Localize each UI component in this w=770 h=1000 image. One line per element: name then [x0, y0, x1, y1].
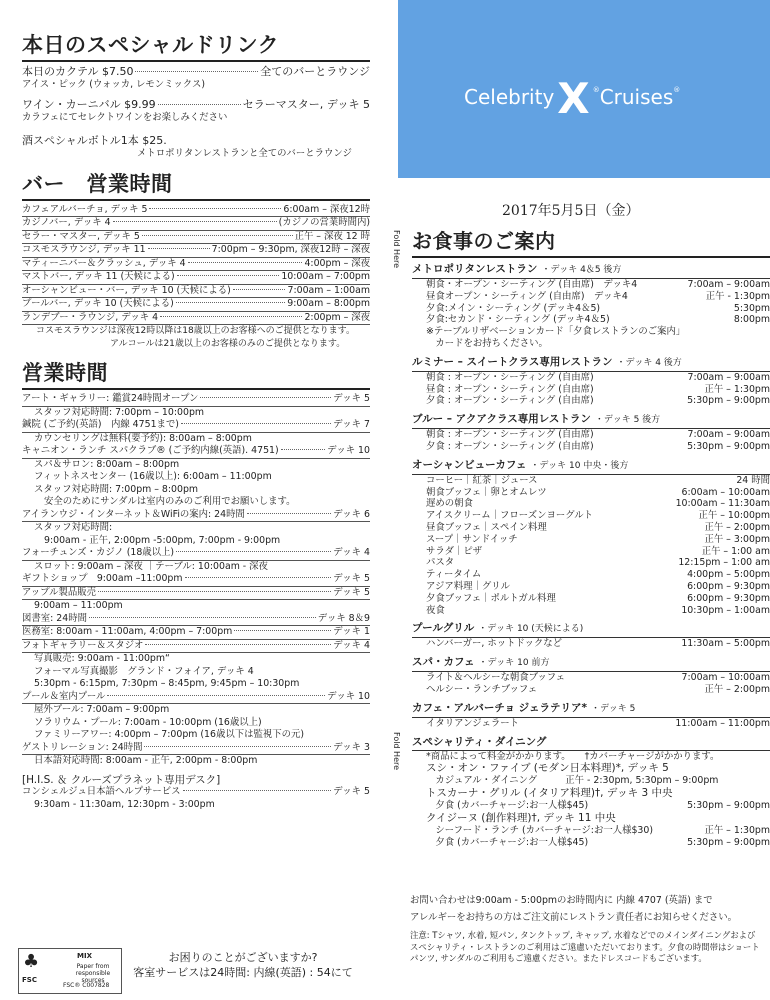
leader-dots — [142, 235, 293, 236]
menu-row — [412, 395, 770, 407]
bar-name: マティーニバー＆クラッシュ, デッキ 4 — [22, 257, 186, 269]
menu-item: サラダ｜ピザ — [426, 545, 483, 557]
menu-row — [412, 279, 770, 291]
facility-row — [22, 742, 370, 756]
facility-name: アート・ギャラリー: 鑑賞24時間オープン — [22, 393, 199, 404]
bar-hours: 9:00am – 8:00pm — [287, 298, 370, 309]
help-line2: 客室サービスは24時間: 内線(英語) : 54にて — [133, 966, 353, 979]
menu-row — [412, 569, 770, 581]
bar-row — [22, 244, 370, 258]
dining-footer — [410, 895, 760, 965]
menu-item: スシ・オン・ファイブ (モダン日本料理)*, デッキ 5 — [426, 762, 669, 775]
menu-row — [412, 546, 770, 558]
menu-item: 朝食・オープン・シーティング (自由席) デッキ4 — [426, 279, 638, 290]
facility-detail: スパ＆サロン: 8:00am – 8:00pm — [34, 458, 180, 470]
menu-time: 正午 – 2:00pm — [704, 521, 770, 533]
menu-item: 昼食ブッフェ｜スペイン料理 — [426, 521, 547, 533]
facility-detail: 安全のためにサンダルは室内のみのご利用でお願いします。 — [44, 496, 296, 507]
facility-row — [22, 587, 370, 601]
facility-deck: デッキ 7 — [333, 419, 370, 430]
bars-title: バー 営業時間 — [22, 171, 173, 196]
leader-dots — [113, 221, 277, 222]
facility-deck: デッキ 8＆9 — [317, 612, 370, 624]
drink-item — [22, 98, 370, 125]
facility-detail: 屋外プール: 7:00am – 9:00pm — [34, 704, 170, 715]
bar-note: アルコールは21歳以上のお客様のみのご提供となります。 — [110, 338, 346, 349]
menu-time: 正午 – 10:00pm — [698, 510, 770, 522]
restaurant-title: メトロポリタンレストラン — [412, 263, 538, 275]
restaurant-title: ルミナー – スイートクラス専用レストラン — [412, 355, 613, 368]
drink-desc: メトロポリタンレストランと全てのバーとラウンジ — [137, 148, 352, 159]
bar-note: コスモスラウンジは深夜12時以降は18歳以上のお客様へのご提供となります。 — [36, 326, 355, 336]
fsc-mix: MIX — [77, 952, 92, 960]
dining-title: お食事のご案内 — [412, 229, 556, 253]
facility-row — [22, 691, 370, 705]
menu-item: 夕食:セカンド・シーティング (デッキ4＆5) — [426, 314, 610, 326]
menu-row — [412, 718, 770, 730]
restaurant-name — [412, 457, 770, 475]
menu-item: 昼食 : オープン・シーティング (自由席) — [426, 383, 594, 395]
facility-name: 鍼院 (ご予約(英語) 内線 4751まで) — [22, 419, 179, 430]
menu-row — [412, 314, 770, 326]
facility-row — [22, 613, 370, 627]
menu-time: 正午 – 2:00pm — [704, 683, 770, 695]
facility-detail: フィットネスセンター (16歳以上): 6:00am – 11:00pm — [34, 471, 272, 482]
menu-item: ティータイム — [426, 569, 482, 581]
menu-time: 正午 - 1:30pm — [705, 290, 770, 302]
facility-deck: デッキ 1 — [333, 626, 370, 637]
restaurant-list — [412, 261, 770, 849]
menu-row — [412, 441, 770, 453]
menu-time: 5:30pm – 9:00pm — [687, 440, 770, 452]
restaurant-name — [412, 411, 770, 429]
restaurant-deck: ・デッキ 4 後方 — [616, 357, 682, 368]
leader-dots — [200, 397, 331, 398]
facility-name: フォーチュンズ・カジノ (18歳以上) — [22, 547, 175, 558]
menu-item: *商品によって料金がかかります。 †カバーチャージがかかります。 — [426, 750, 720, 762]
logo-word-right: Cruises — [599, 85, 674, 109]
facility-deck: デッキ 10 — [327, 445, 370, 456]
fsc-logo — [18, 948, 122, 994]
leader-dots — [149, 208, 281, 209]
restaurant-title: スペシャリティ・ダイニング — [412, 735, 547, 748]
facility-detail: スタッフ対応時間: — [34, 522, 113, 533]
drink-item — [22, 65, 370, 92]
facility-name: 図書室: 24時間 — [22, 612, 87, 624]
menu-time: 8:00pm — [733, 314, 770, 326]
facility-detail: ソラリウム・プール: 7:00am - 10:00pm (16歳以上) — [34, 716, 262, 728]
facility-row — [22, 419, 370, 433]
menu-row — [412, 303, 770, 315]
facility-deck: デッキ 4 — [333, 547, 370, 558]
drink-location: 全てのバーとラウンジ — [260, 65, 370, 78]
leader-dots — [160, 316, 302, 317]
menu-row — [412, 672, 770, 684]
menu-time: 7:00am – 10:00am — [681, 672, 770, 684]
drinks-title: 本日のスペシャルドリンク — [22, 33, 280, 57]
bar-row — [22, 298, 370, 312]
fsc-code: FSC® C007828 — [63, 982, 110, 989]
drink-name: 酒スペシャルボトル1本 $25. — [22, 134, 167, 147]
menu-row — [412, 605, 770, 617]
menu-item: 朝食ブッフェ｜卵とオムレツ — [426, 486, 547, 498]
his-deck: デッキ 5 — [333, 786, 370, 797]
menu-time: 24 時間 — [736, 474, 770, 486]
leader-dots — [247, 513, 331, 514]
restaurant-deck: ・デッキ 4＆5 後方 — [541, 265, 622, 275]
fold-marker: Fold Here — [392, 732, 401, 771]
menu-row — [412, 812, 770, 825]
facility-name: ゲストリレーション: 24時間 — [22, 741, 143, 753]
drink-location: セラーマスター, デッキ 5 — [242, 97, 370, 111]
leader-dots — [98, 591, 331, 592]
menu-time: 正午 – 1:30pm — [704, 824, 770, 836]
hours-title: 営業時間 — [22, 361, 108, 385]
menu-row — [412, 291, 770, 303]
menu-time: 5:30pm – 9:00pm — [687, 800, 770, 812]
bar-hours: 正午 – 深夜 12 時 — [294, 230, 370, 242]
facility-name: アップル製品販売 — [22, 586, 96, 598]
restaurant-name — [412, 620, 770, 638]
facility-detail: カウンセリングは無料(要予約): 8:00am – 8:00pm — [34, 432, 252, 444]
menu-row — [412, 581, 770, 593]
facility-detail: スタッフ対応時間: 7:00pm – 10:00pm — [34, 406, 205, 418]
leader-dots — [148, 248, 210, 249]
facility-deck: デッキ 10 — [327, 690, 370, 702]
registered-mark: ® — [673, 86, 681, 94]
menu-row — [412, 498, 770, 510]
bar-hours: 2:00pm – 深夜 — [304, 311, 370, 323]
restaurant-name — [412, 654, 770, 672]
menu-item: 夜食 — [426, 604, 445, 616]
menu-item: パスタ — [426, 557, 455, 569]
facility-deck: デッキ 5 — [333, 393, 370, 404]
menu-item: シーフード・ランチ (カバーチャージ:お一人様$30) — [426, 824, 654, 836]
menu-row — [412, 800, 770, 812]
facility-name: プール＆室内プール — [22, 690, 106, 702]
bar-hours: 6:00am – 深夜12時 — [283, 203, 370, 215]
bar-row — [22, 258, 370, 272]
help-box — [118, 950, 368, 980]
fsc-paper: Paper from responsible sources — [75, 963, 111, 984]
x-logo-icon: X — [557, 74, 590, 123]
menu-row — [412, 429, 770, 441]
facility-deck: デッキ 5 — [333, 586, 370, 598]
leader-dots — [89, 617, 316, 618]
menu-row — [412, 326, 770, 338]
facility-name: アイランウジ・インターネット＆WiFiの案内: 24時間 — [22, 508, 245, 520]
dining-section — [412, 228, 770, 849]
menu-item: 夕食ブッフェ｜ポルトガル料理 — [426, 592, 556, 604]
restaurant-deck: ・デッキ 10 前方 — [478, 658, 550, 669]
facility-detail: 9:00am - 正午, 2:00pm -5:00pm, 7:00pm - 9:00pm — [44, 534, 281, 546]
facility-row — [22, 509, 370, 523]
menu-row — [412, 557, 770, 569]
menu-item: コーヒー｜紅茶｜ジュース — [426, 474, 538, 486]
restaurant-deck: ・デッキ 10 中央・後方 — [530, 460, 629, 471]
bar-name: マストバー, デッキ 11 (天候による) — [22, 271, 175, 282]
menu-row — [412, 510, 770, 522]
facility-row — [22, 640, 370, 654]
brand-banner — [398, 0, 770, 178]
menu-item: 夕食 (カバーチャージ:お一人様$45) — [426, 800, 589, 812]
leader-dots — [177, 275, 280, 276]
facility-row — [22, 393, 370, 407]
menu-item: 夕食 (カバーチャージ:お一人様$45) — [426, 836, 589, 848]
restaurant-title: オーシャンビューカフェ — [412, 458, 527, 471]
menu-row — [412, 593, 770, 605]
facility-detail: ファミリーアワー: 4:00pm – 7:00pm (16歳以下は監視下の元) — [34, 729, 305, 740]
leader-dots — [176, 302, 286, 303]
leader-dots — [281, 449, 325, 450]
restaurant-title: プールグリル — [412, 622, 475, 635]
bar-hours: 7:00am – 1:00am — [287, 284, 370, 296]
menu-row — [412, 338, 770, 350]
menu-item: ※テーブルリザベーションカード「夕食レストランのご案内」 — [426, 326, 686, 338]
menu-time: 7:00am – 9:00am — [687, 279, 770, 290]
registered-mark: ® — [592, 86, 600, 94]
bar-row — [22, 285, 370, 299]
drink-name: ワイン・カーニバル $9.99 — [22, 97, 156, 111]
facility-deck: デッキ 5 — [333, 573, 370, 584]
divider — [412, 256, 770, 258]
facility-row — [22, 573, 370, 587]
menu-time: 正午 – 1:00 am — [701, 545, 770, 557]
bar-row — [22, 231, 370, 245]
facility-detail: 日本語対応時間: 8:00am - 正午, 2:00pm - 8:00pm — [34, 755, 258, 766]
drink-desc: カラフェにてセレクトワインをお楽しみください — [22, 111, 228, 123]
his-title: [H.I.S. ＆ クルーズプラネット専用デスク] — [22, 773, 221, 786]
fold-marker: Fold Here — [392, 230, 401, 269]
restaurant-name — [412, 354, 770, 372]
menu-time: 12:15pm – 1:00 am — [678, 557, 770, 569]
bar-row — [22, 271, 370, 285]
page-date: 2017年5月5日（金） — [502, 203, 640, 219]
restaurant-deck: ・デッキ 5 後方 — [594, 415, 661, 426]
facility-detail: フォーマル写真撮影 グランド・フォイア, デッキ 4 — [34, 665, 254, 677]
bar-row — [22, 204, 370, 218]
menu-time: 5:30pm – 9:00pm — [687, 395, 770, 407]
restaurant-deck: ・デッキ 5 — [590, 703, 636, 714]
bar-name: カフェアルバーチョ, デッキ 5 — [22, 203, 148, 215]
bar-name: オーシャンビュー・バー, デッキ 10 (天候による) — [22, 284, 231, 296]
menu-time: 10:00am – 11:30am — [675, 498, 770, 510]
leader-dots — [145, 644, 331, 645]
menu-item: 夕食 : オープン・シーティング (自由席) — [426, 440, 594, 452]
menu-row — [412, 837, 770, 849]
menu-time: 正午 – 1:30pm — [704, 383, 770, 395]
facility-detail: スタッフ対応時間: 7:00pm – 8:00pm — [34, 483, 199, 495]
bar-row — [22, 217, 370, 231]
leader-dots — [185, 577, 332, 578]
menu-time: 5:30pm — [733, 302, 770, 314]
menu-item: トスカーナ・グリル (イタリア料理)†, デッキ 3 中央 — [426, 787, 673, 800]
menu-time: 6:00pm – 9:30pm — [687, 580, 770, 592]
facility-detail: スロット: 9:00am – 深夜 ｜テーブル: 10:00am - 深夜 — [34, 560, 268, 572]
menu-item: ヘルシー・ランチブッフェ — [426, 683, 538, 695]
facility-name: 医務室: 8:00am - 11:00am, 4:00pm – 7:00pm — [22, 626, 233, 637]
drink-desc: アイス・ピック (ウォッカ, レモンミックス) — [22, 79, 206, 90]
menu-row — [412, 762, 770, 775]
facility-deck: デッキ 6 — [333, 508, 370, 520]
leader-dots — [234, 630, 331, 631]
menu-item: 夕食 : オープン・シーティング (自由席) — [426, 395, 594, 407]
bar-name: コスモスラウンジ, デッキ 11 — [22, 244, 146, 255]
facility-deck: デッキ 3 — [333, 741, 370, 753]
allergy-text: アレルギーをお持ちの方はご注文前にレストラン責任者にお知らせください。 — [410, 911, 737, 923]
menu-item: イタリアンジェラート — [426, 717, 519, 729]
dress-notice: 注意: Tシャツ, 水着, 短パン, タンクトップ, キャップ, 水着などでのメインダイニングおよびスペシャリティ・レストランのご利用はご遠慮いただいております。夕食の時間帯はショートパンツ, サンダルのご利用もご遠慮ください。またドレスコードもございます。 — [410, 930, 760, 963]
menu-item: クイジーヌ (創作料理)†, デッキ 11 中央 — [426, 811, 616, 824]
menu-item: ライト＆ヘルシーな朝食ブッフェ — [426, 672, 565, 684]
restaurant-title: ブルー – アクアクラス専用レストラン — [412, 413, 591, 426]
bar-name: セラー・マスター, デッキ 5 — [22, 230, 140, 242]
leader-dots — [144, 746, 331, 747]
menu-row — [412, 534, 770, 546]
hours-list — [22, 393, 370, 768]
menu-row — [412, 787, 770, 800]
menu-time: 5:30pm – 9:00pm — [687, 836, 770, 848]
divider — [22, 60, 370, 62]
restaurant-name — [412, 261, 770, 279]
logo-word-left: Celebrity — [464, 85, 555, 109]
restaurant-title: カフェ・アルバーチョ ジェラテリア* — [412, 701, 587, 714]
menu-row — [412, 825, 770, 837]
menu-item: スープ｜サンドイッチ — [426, 533, 518, 545]
menu-row — [412, 372, 770, 384]
facility-detail: 9:00am – 11:00pm — [34, 600, 123, 611]
facility-row — [22, 547, 370, 561]
leader-dots — [233, 289, 286, 290]
tree-icon: ♣ — [23, 951, 40, 972]
restaurant-name — [412, 700, 770, 718]
bar-hours: (カジノの営業時間内) — [278, 217, 370, 228]
facility-row — [22, 445, 370, 459]
menu-row — [412, 522, 770, 534]
facility-deck: デッキ 4 — [333, 639, 370, 651]
menu-time: 7:00am – 9:00am — [687, 429, 770, 441]
menu-item: カードをお持ちください。 — [426, 337, 548, 349]
menu-time: 11:00am – 11:00pm — [675, 717, 770, 729]
leader-dots — [107, 695, 325, 696]
menu-time: 7:00am – 9:00am — [687, 371, 770, 383]
inquiry-text: お問い合わせは9:00am - 5:00pmのお時間内に 内線 4707 (英語) まで — [410, 895, 713, 906]
facility-name: キャニオン・ランチ スパクラブ® (ご予約内線(英語). 4751) — [22, 445, 279, 456]
menu-row — [412, 684, 770, 696]
menu-row — [412, 775, 770, 787]
bar-name: プールバー, デッキ 10 (天候による) — [22, 298, 174, 309]
menu-time: 10:30pm – 1:00am — [681, 604, 770, 616]
restaurant-deck: ・デッキ 10 (天候による) — [478, 624, 584, 635]
his-time: 9:30am - 11:30am, 12:30pm - 3:00pm — [34, 798, 215, 810]
menu-time: 正午 – 3:00pm — [704, 533, 770, 545]
fsc-label: FSC — [22, 976, 37, 984]
facility-name: フォトギャラリー＆スタジオ — [22, 639, 144, 651]
his-service: コンシェルジュ日本語ヘルプサービス — [22, 786, 181, 797]
menu-time: 6:00am – 10:00am — [681, 486, 770, 498]
menu-row — [412, 751, 770, 763]
leader-dots — [176, 551, 331, 552]
restaurant-title: スパ・カフェ — [412, 656, 475, 669]
leader-dots — [188, 262, 303, 263]
menu-time: 11:30am – 5:00pm — [681, 638, 770, 650]
facility-detail: 5:30pm - 6:15pm, 7:30pm – 8:45pm, 9:45pm – 10:30pm — [34, 678, 300, 689]
menu-row — [412, 487, 770, 499]
bar-name: カジノバー, デッキ 4 — [22, 217, 111, 228]
bar-row — [22, 312, 370, 326]
bar-hours: 10:00am – 7:00pm — [281, 271, 370, 282]
divider — [22, 199, 370, 201]
divider — [22, 388, 370, 390]
menu-item: 夕食:メイン・シーティング (デッキ4＆5) — [426, 302, 601, 314]
menu-item: 昼食オープン・シーティング (自由席) デッキ4 — [426, 290, 628, 302]
menu-time: 6:00pm – 9:30pm — [687, 592, 770, 604]
drink-name: 本日のカクテル $7.50 — [22, 65, 134, 78]
menu-item: ハンバーガー, ホットドックなど — [426, 638, 562, 650]
celebrity-cruises-logo — [464, 74, 680, 123]
menu-row — [412, 384, 770, 396]
menu-item: カジュアル・ダイニング 正午 - 2:30pm, 5:30pm – 9:00pm — [426, 775, 719, 787]
menu-row — [412, 475, 770, 487]
bar-name: ランデブー・ラウンジ, デッキ 4 — [22, 311, 159, 323]
facility-name: ギフトショップ 9:00am –11:00pm — [22, 573, 183, 584]
menu-item: 朝食 : オープン・シーティング (自由席) — [426, 371, 594, 383]
facility-detail: 写真販売: 9:00am - 11:00pm“ — [34, 653, 170, 664]
bar-hours: 7:00pm – 9:30pm, 深夜12時 – 深夜 — [211, 244, 370, 255]
bar-hours: 4:00pm – 深夜 — [304, 257, 370, 269]
bar-list — [22, 204, 370, 326]
restaurant-name — [412, 734, 770, 751]
help-line1: お困りのことがございますか? — [168, 951, 318, 964]
menu-item: 朝食 : オープン・シーティング (自由席) — [426, 429, 594, 441]
drink-item — [22, 134, 370, 161]
left-column — [22, 32, 370, 811]
menu-item: 遅めの朝食 — [426, 498, 473, 510]
menu-item: アイスクリーム｜フローズンヨーグルト — [426, 510, 594, 522]
menu-item: アジア料理｜グリル — [426, 580, 511, 592]
menu-time: 4:00pm – 5:00pm — [687, 569, 770, 581]
facility-row — [22, 626, 370, 640]
leader-dots — [181, 423, 331, 424]
menu-row — [412, 638, 770, 650]
